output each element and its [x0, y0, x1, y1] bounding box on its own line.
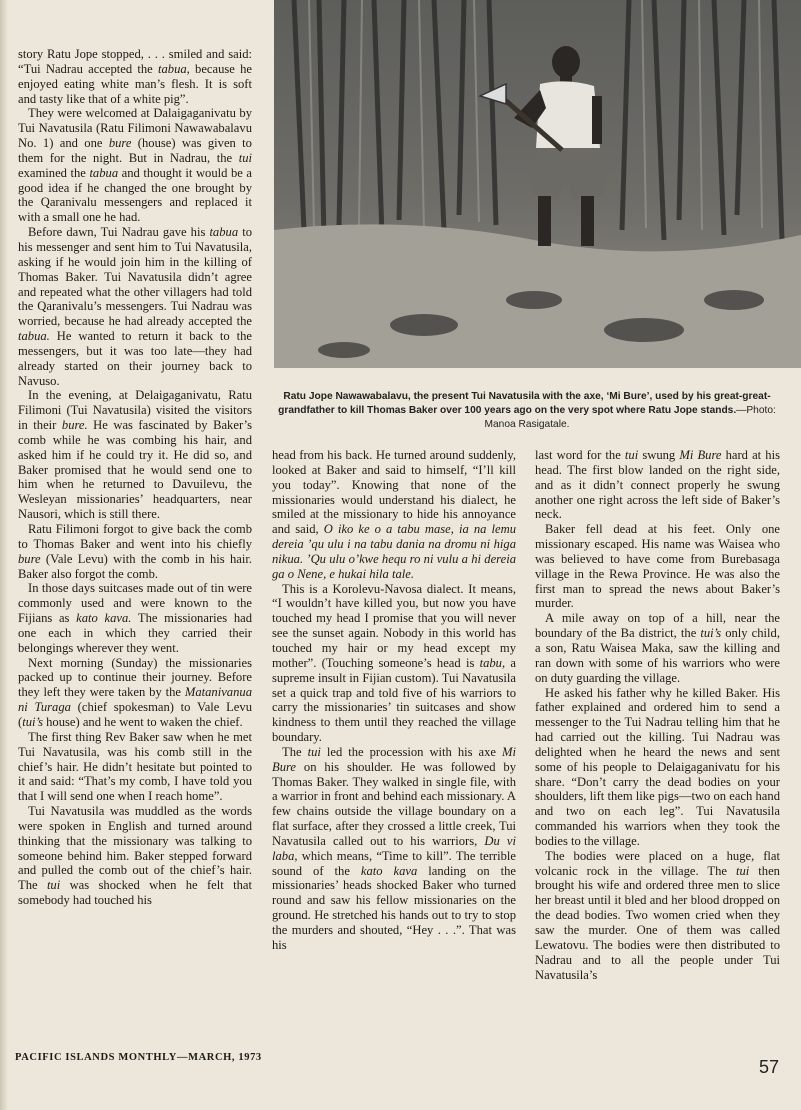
italic-text: bure.: [61, 418, 88, 433]
text-run: which means, “Time to kill”. The terrible sound of the: [272, 848, 516, 878]
text-run: to his messenger and sent him to Tui Navatusila, asking if he would join him in the killing of Thomas Baker. Tui Navatusila didn’t agree and repeated what the other villagers had told the Qaranivalu’s messengers. Tui Nadrau was worried, because he had already accepted the: [18, 225, 252, 329]
text-run: Next morning (Sunday) the missionaries packed up to continue their journey. Before they left they were taken by the: [18, 655, 252, 700]
text-run: In the evening, at Delaigaganivatu, Ratu Filimoni (Tui Navatusila) visited the visitors in their: [18, 388, 252, 433]
paragraph: [18, 106, 252, 225]
italic-text: Du vi laba,: [272, 833, 516, 863]
paragraph: [272, 745, 516, 953]
text-run: led the procession with his axe: [320, 744, 502, 759]
page-number: 57: [758, 1057, 779, 1077]
paragraph: [18, 656, 252, 730]
italic-text: tui: [238, 150, 252, 165]
paragraph: [18, 225, 252, 388]
text-run: Baker fell dead at his feet. Only one missionary escaped. His name was Waisea who was believed to have come from Burebasaga village in the Rewa Province. He was also the first man to spread the news about Baker’s murder.: [535, 522, 780, 611]
text-run: examined the: [18, 165, 90, 180]
caption-text: Ratu Jope Nawawabalavu, the present Tui Navatusila with the axe, ‘Mi Bure’, used by his great-great-grandfather to kill Thomas Baker over 100 years ago on the very spot where Ratu Jope stands.: [278, 391, 771, 416]
text-run: A mile away on top of a hill, near the boundary of the Ba district, the: [535, 611, 780, 641]
page-footer: PACIFIC ISLANDS MONTHLY—MARCH, 1973: [15, 1052, 262, 1063]
text-run: then brought his wife and ordered three men to slice her breast until it bled and her blood dropped on the dead bodies. Two women cried when they saw the murder. One of them was called Lewatovu. The bodies were then distributed to Nadrau and to all the people under Tui Navatusila’s: [535, 863, 780, 982]
paragraph: [535, 448, 780, 522]
text-run: on his shoulder. He was followed by Thomas Baker. They walked in single file, with a warrior in front and behind each missionary. A few chains outside the village boundary on a flat surface, after they crossed a little creek, Tui Navatusila called out to his warriors,: [272, 759, 516, 848]
italic-text: kato kava.: [76, 611, 132, 626]
text-run: The missionaries had one each in which they carried their belongings wherever they went.: [18, 611, 252, 655]
italic-text: bure: [108, 136, 132, 151]
text-run: (chief spokesman) to Vale Levu (: [18, 700, 252, 729]
text-run: story Ratu Jope stopped, . . . smiled and said: “Tui Nadrau accepted the: [18, 47, 252, 76]
italic-text: bure: [18, 551, 41, 566]
text-run: was shocked when he felt that somebody had touched his: [18, 878, 252, 908]
text-run: He asked his father why he killed Baker. His father explained and ordered him to send a messenger to the Tui Nadrau telling him that he had carried out the killing. Tui Nadrau was delighted when he heard the news and sent some of his people to Delaigaganivatu for his share. “Don’t carry the dead bodies on your shoulders, lift them like pigs—two on each hand and two on each leg”. Tui Navatusila commanded his warriors when they took the bodies to the village.: [535, 685, 780, 848]
text-run: This is a Korolevu-Navosa dialect. It means, “I wouldn’t have killed you, but now you have touched my head I promise that you will never see the sunset again. Nobody in this world has touched my hair or my head except my mother”. (Touching someone’s head is: [272, 581, 516, 670]
text-run: Ratu Filimoni forgot to give back the comb to Thomas Baker and went into his chiefly: [18, 522, 252, 551]
article-column-3: [535, 448, 780, 1038]
italic-text: O iko ke o a tabu mase, ia na lemu dereia ’qu ulu i na tabu dania na dromu ni higa nikua. ’Qu ulu o’kwe hequ ro ni vulu a hi dereia ga o Nene, e hukai hila tale.: [272, 522, 516, 581]
page-binding-shadow: [0, 0, 8, 1110]
text-run: The: [282, 744, 308, 759]
italic-text: tui: [46, 878, 61, 893]
italic-text: Mi Bure: [679, 448, 722, 462]
text-run: Before dawn, Tui Nadrau gave his: [28, 225, 210, 240]
italic-text: tabua.: [18, 329, 50, 344]
paragraph: [18, 388, 252, 522]
text-run: head from his back. He turned around suddenly, looked at Baker and said to himself, “I’ll kill you today”. Knowing that none of the missionaries would understand his dialect, he smiled at the missionary to hide his annoyance and said,: [272, 448, 516, 537]
text-run: (Vale Levu) with the comb in his hair. Baker also forgot the comb.: [18, 551, 252, 581]
paragraph: [18, 581, 252, 655]
text-run: He wanted to return it back to the messengers, but it was too late—they had already started on their journey back to Navuso.: [18, 329, 252, 388]
text-run: and thought it would be a good idea if he changed the one brought by the Qaranivalu messengers and replaced it with a small one he had.: [18, 165, 252, 225]
text-run: In those days suitcases made out of tin were commonly used and were known to the Fijians as: [18, 581, 252, 626]
article-column-1: [18, 47, 252, 1037]
text-run: swung: [638, 448, 680, 462]
italic-text: Matanivanua ni Turaga: [18, 685, 252, 715]
italic-text: tabu,: [479, 655, 506, 670]
photo-illustration: [274, 0, 801, 368]
paragraph: [272, 582, 516, 745]
text-run: a supreme insult in Fijian custom). Tui Navatusila set a quick trap and told five of his warriors to carry the missionaries’ tin suitcases and show kindness to them until they reached the village boundary.: [272, 655, 516, 745]
italic-text: kato kava: [360, 863, 418, 878]
text-run: They were welcomed at Dalaigaganivatu by Tui Navatusila (Ratu Filimoni Nawawabalavu No. 1) and one: [18, 106, 252, 151]
caption-credit: —Photo: Manoa Rasigatale.: [484, 405, 776, 430]
paragraph: [535, 611, 780, 685]
italic-text: Mi Bure: [272, 744, 516, 774]
italic-text: tabua,: [157, 61, 190, 76]
text-run: hard at his head. The first blow landed on the right side, and as it didn’t connect properly he swung another one right across the left side of Baker’s neck.: [535, 448, 780, 522]
italic-text: tabua: [89, 165, 119, 180]
paragraph: [18, 804, 252, 908]
photo-man-with-axe: [274, 0, 801, 368]
italic-text: tui: [736, 863, 750, 878]
text-run: only child, a son, Ratu Waisea Maka, saw the killing and ran down with some of his warriors who were on duty guarding the village.: [535, 626, 780, 685]
text-run: last word for the: [535, 448, 625, 462]
italic-text: tui: [307, 744, 321, 759]
italic-text: tabua: [209, 225, 239, 240]
paragraph: [535, 522, 780, 611]
paragraph: [535, 686, 780, 849]
text-run: house) and he went to waken the chief.: [42, 714, 243, 729]
paragraph: [272, 448, 516, 582]
paragraph: [18, 47, 252, 106]
paragraph: [18, 522, 252, 581]
italic-text: tui’s: [22, 714, 43, 729]
italic-text: tui’s: [700, 626, 722, 641]
text-run: because he enjoyed eating white man’s flesh. It is soft and tasty like that of a white pig”.: [18, 61, 252, 106]
text-run: The first thing Rev Baker saw when he met Tui Navatusila, was his comb still in the chief’s hair. He didn’t hesitate but pointed to it and said: “That’s my comb, I have told you that I will send one when I reach home”.: [18, 729, 252, 804]
paragraph: [18, 730, 252, 804]
italic-text: tui: [624, 448, 639, 462]
text-run: landing on the missionaries’ heads shocked Baker who turned round and saw his fellow missionaries on the ground. He stretched his hands out to try to stop the murders and shouted, “Hey . . .”. That was his: [272, 863, 516, 952]
text-run: The bodies were placed on a huge, flat volcanic rock in the village. The: [535, 848, 780, 878]
article-column-2: [272, 448, 516, 1038]
paragraph: [535, 849, 780, 983]
text-run: He was fascinated by Baker’s comb while he was combing his hair, and asked him if he could try it. He did so, and Baker promised that he would send one to him when he returned to Davuilevu, the Wesleyan missionaries’ headquarters, near Nausori, which is still there.: [18, 418, 252, 522]
text-run: Tui Navatusila was muddled as the words were spoken in English and turned around thinking that the missionary was talking to someone behind him. Baker stepped forward and pulled the comb out of the chief’s hair. The: [18, 804, 252, 893]
text-run: (house) was given to them for the night. But in Nadrau, the: [18, 136, 252, 165]
photo-caption: [272, 390, 782, 432]
